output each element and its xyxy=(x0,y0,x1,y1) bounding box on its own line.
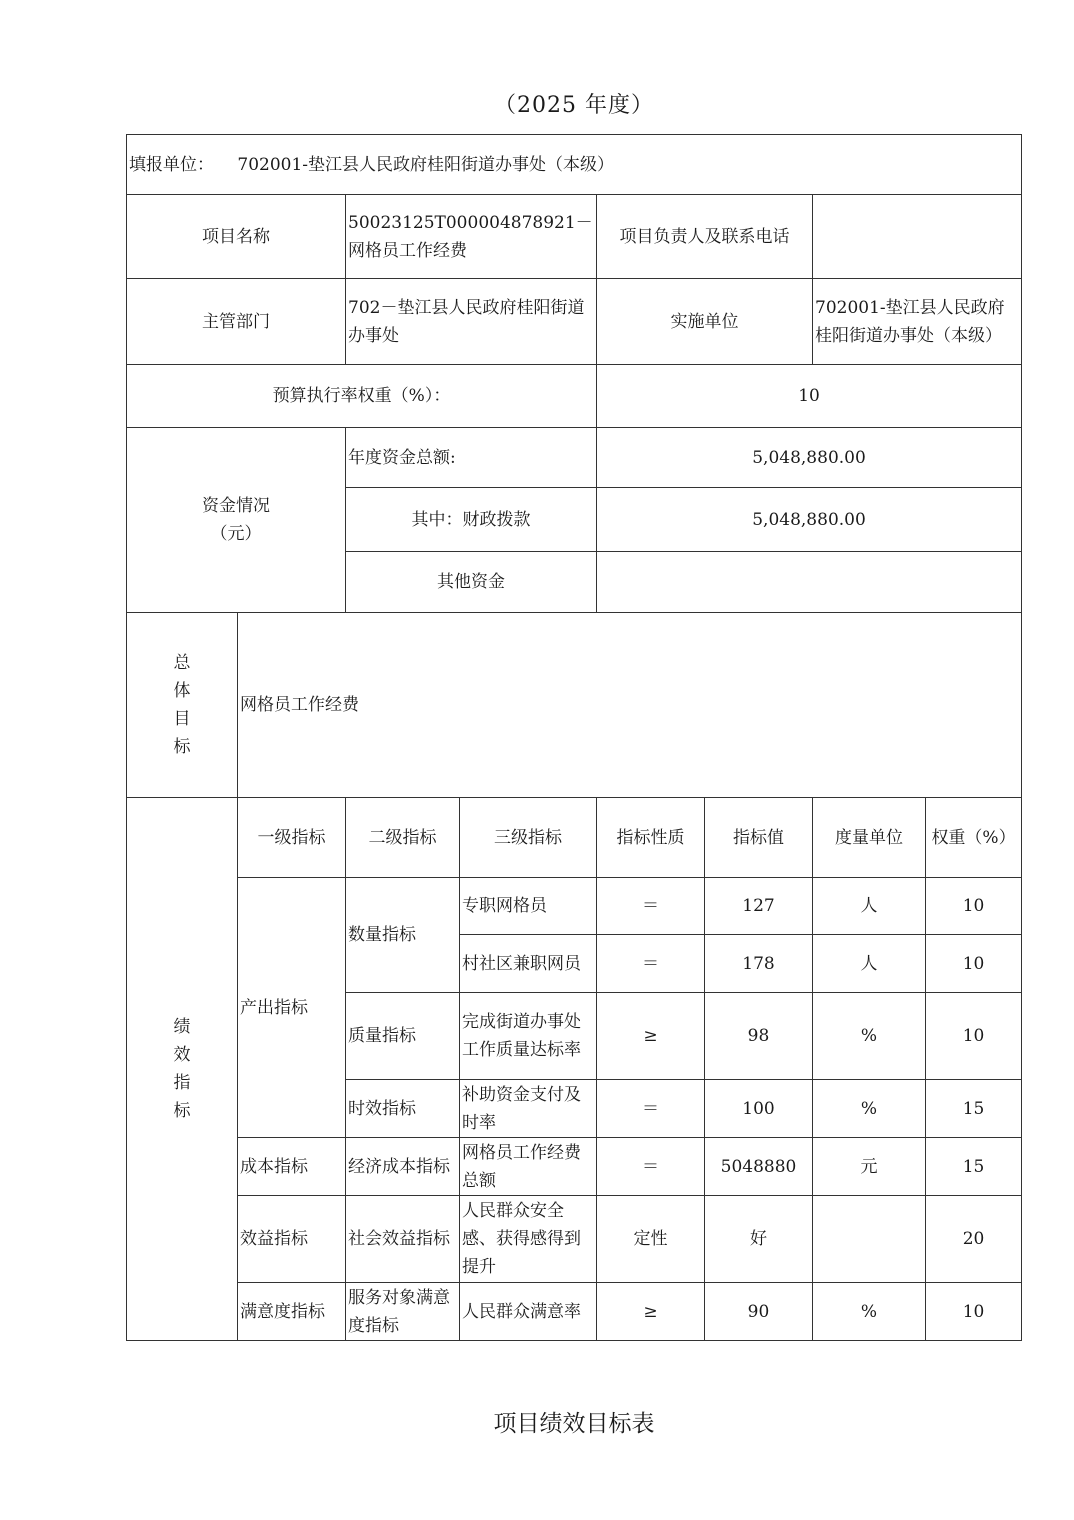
weight-cell: 10 xyxy=(926,935,1022,993)
funds-total-label: 年度资金总额: xyxy=(346,428,597,488)
year-title: （2025 年度） xyxy=(494,93,654,118)
nature-cell: 定性 xyxy=(597,1196,705,1283)
dept-value: 702－垫江县人民政府桂阳街道办事处 xyxy=(346,279,597,365)
level3-cell: 完成街道办事处工作质量达标率 xyxy=(460,993,597,1080)
funds-fiscal-label: 其中：财政拨款 xyxy=(346,488,597,552)
table-row xyxy=(127,1138,1022,1196)
nature-cell: ≥ xyxy=(597,993,705,1080)
overall-goal-char: 体 xyxy=(173,681,191,701)
project-owner-label: 项目负责人及联系电话 xyxy=(597,195,813,279)
funds-label-line2: （元） xyxy=(210,524,262,544)
value-cell: 127 xyxy=(705,878,813,935)
performance-char: 效 xyxy=(173,1045,191,1065)
table-row xyxy=(127,1196,1022,1283)
value-cell: 90 xyxy=(705,1283,813,1341)
overall-goal-value: 网格员工作经费 xyxy=(238,613,1022,798)
level1-output: 产出指标 xyxy=(238,878,346,1138)
level1-cost: 成本指标 xyxy=(238,1138,346,1196)
header-level1: 一级指标 xyxy=(238,798,346,878)
funds-label xyxy=(127,428,346,613)
level2-social-benefit: 社会效益指标 xyxy=(346,1196,460,1283)
budget-weight-label: 预算执行率权重（%）： xyxy=(127,365,597,428)
value-cell: 98 xyxy=(705,993,813,1080)
overall-goal-char: 标 xyxy=(173,737,191,757)
weight-cell: 15 xyxy=(926,1138,1022,1196)
header-weight: 权重（%） xyxy=(926,798,1022,878)
weight-cell: 20 xyxy=(926,1196,1022,1283)
performance-char: 标 xyxy=(173,1101,191,1121)
level2-economic-cost: 经济成本指标 xyxy=(346,1138,460,1196)
performance-char: 绩 xyxy=(173,1017,191,1037)
header-unit: 度量单位 xyxy=(813,798,926,878)
level3-cell: 网格员工作经费总额 xyxy=(460,1138,597,1196)
value-cell: 100 xyxy=(705,1080,813,1138)
weight-cell: 15 xyxy=(926,1080,1022,1138)
nature-cell: ＝ xyxy=(597,935,705,993)
level2-service-satisfaction: 服务对象满意度指标 xyxy=(346,1283,460,1341)
unit-cell: % xyxy=(813,1080,926,1138)
table-row xyxy=(127,878,1022,935)
funds-total-value: 5,048,880.00 xyxy=(597,428,1022,488)
funds-other-value xyxy=(597,552,1022,613)
nature-cell: ＝ xyxy=(597,1138,705,1196)
level1-benefit: 效益指标 xyxy=(238,1196,346,1283)
unit-cell: 人 xyxy=(813,935,926,993)
project-name-label: 项目名称 xyxy=(127,195,346,279)
level1-satisfaction: 满意度指标 xyxy=(238,1283,346,1341)
overall-goal-char: 总 xyxy=(173,653,191,673)
performance-label xyxy=(127,798,238,1341)
level3-cell: 人民群众满意率 xyxy=(460,1283,597,1341)
funds-label-line1: 资金情况 xyxy=(202,496,270,516)
weight-cell: 10 xyxy=(926,878,1022,935)
level2-quantity: 数量指标 xyxy=(346,878,460,993)
fill-unit-cell xyxy=(127,135,1022,195)
project-name-value: 50023125T000004878921－网格员工作经费 xyxy=(346,195,597,279)
header-nature: 指标性质 xyxy=(597,798,705,878)
level3-cell: 补助资金支付及时率 xyxy=(460,1080,597,1138)
dept-label: 主管部门 xyxy=(127,279,346,365)
table-title: 项目绩效目标表 xyxy=(493,1411,655,1437)
weight-cell: 10 xyxy=(926,1283,1022,1341)
impl-unit-label: 实施单位 xyxy=(597,279,813,365)
performance-char: 指 xyxy=(173,1073,191,1093)
level3-cell: 专职网格员 xyxy=(460,878,597,935)
project-owner-value xyxy=(813,195,1022,279)
weight-cell: 10 xyxy=(926,993,1022,1080)
overall-goal-label xyxy=(127,613,238,798)
unit-cell: 元 xyxy=(813,1138,926,1196)
header-value: 指标值 xyxy=(705,798,813,878)
unit-cell: % xyxy=(813,1283,926,1341)
level3-cell: 村社区兼职网员 xyxy=(460,935,597,993)
level3-cell: 人民群众安全感、获得感得到提升 xyxy=(460,1196,597,1283)
performance-target-table xyxy=(126,134,1022,1341)
funds-other-label: 其他资金 xyxy=(346,552,597,613)
fill-unit-label: 填报单位： xyxy=(129,154,214,175)
impl-unit-value: 702001-垫江县人民政府桂阳街道办事处（本级） xyxy=(813,279,1022,365)
level2-quality: 质量指标 xyxy=(346,993,460,1080)
fill-unit-value: 702001-垫江县人民政府桂阳街道办事处（本级） xyxy=(237,154,615,175)
value-cell: 5048880 xyxy=(705,1138,813,1196)
nature-cell: ＝ xyxy=(597,1080,705,1138)
unit-cell: % xyxy=(813,993,926,1080)
nature-cell: ≥ xyxy=(597,1283,705,1341)
value-cell: 178 xyxy=(705,935,813,993)
table-row xyxy=(127,1283,1022,1341)
overall-goal-char: 目 xyxy=(173,709,191,729)
header-level2: 二级指标 xyxy=(346,798,460,878)
unit-cell xyxy=(813,1196,926,1283)
funds-fiscal-value: 5,048,880.00 xyxy=(597,488,1022,552)
budget-weight-value: 10 xyxy=(597,365,1022,428)
value-cell: 好 xyxy=(705,1196,813,1283)
level2-timeliness: 时效指标 xyxy=(346,1080,460,1138)
unit-cell: 人 xyxy=(813,878,926,935)
header-level3: 三级指标 xyxy=(460,798,597,878)
nature-cell: ＝ xyxy=(597,878,705,935)
